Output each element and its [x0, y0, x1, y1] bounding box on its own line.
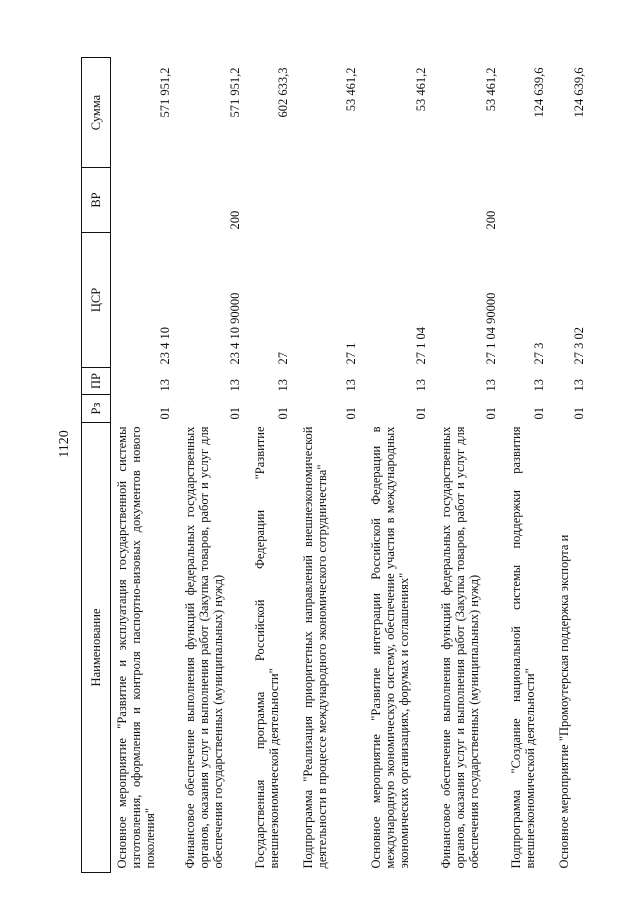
row-pr: 13: [344, 379, 359, 392]
header-pr: ПР: [82, 368, 111, 395]
row-vr: [111, 168, 179, 233]
row-name: Подпрограмма "Реализация приоритетных направлений внешнеэкономической деятельности в процессе международного экономического сотрудничества": [300, 426, 329, 869]
row-csr: 23 4 10: [158, 327, 173, 365]
table-row: [553, 58, 593, 873]
row-name: Финансовое обеспечение выполнения функций федеральных государственных органов, оказания услуг и выполнения работ (Закупка товаров, работ и услуг для обеспечения государственных (муниципальных) нужд): [438, 426, 481, 869]
row-rz: 01: [158, 407, 173, 420]
header-row: [82, 58, 111, 873]
row-name: Государственная программа Российской Федерации "Развитие внешнеэкономической деятельности": [252, 426, 281, 869]
row-vr: [249, 168, 297, 233]
row-pr: 13: [414, 379, 429, 392]
row-name: Основное мероприятие "Развитие интеграции Российской Федерации в международную экономическую систему, обеспечение участия в международных экономических организациях, форумах и соглашениях": [368, 426, 411, 869]
row-pr: 13: [276, 379, 291, 392]
row-pr: 13: [228, 379, 243, 392]
row-rz: 01: [532, 407, 547, 420]
page-number: 1120: [57, 430, 72, 458]
row-vr: [297, 168, 365, 233]
row-pr: 13: [158, 379, 173, 392]
row-name: Основное мероприятие "Развитие и эксплуатация государственной системы изготовления, оформления и контроля паспортно-визовых документов нового поколения": [115, 426, 158, 869]
row-csr: 27 3: [532, 342, 547, 365]
row-csr: 27: [276, 352, 291, 365]
row-rz: 01: [484, 407, 499, 420]
header-rz: Рз: [82, 395, 111, 423]
row-sum: 602 633,3: [276, 67, 291, 118]
row-sum: 53 461,2: [414, 67, 429, 112]
table-row: [505, 58, 553, 873]
row-sum: 571 951,2: [228, 67, 243, 118]
row-csr: 27 1 04: [414, 327, 429, 365]
row-vr: 200: [228, 210, 243, 230]
table-row: [179, 58, 249, 873]
row-vr: 200: [484, 210, 499, 230]
row-name: Основное мероприятие "Промоутерская поддержка экспорта и: [556, 534, 571, 869]
row-rz: 01: [572, 407, 587, 420]
row-rz: 01: [228, 407, 243, 420]
row-pr: 13: [532, 379, 547, 392]
row-vr: [505, 168, 553, 233]
table-row: [249, 58, 297, 873]
row-vr: [365, 168, 435, 233]
rotated-table-wrapper: [81, 58, 609, 873]
row-sum: 53 461,2: [484, 67, 499, 112]
header-sum: Сумма: [82, 58, 111, 168]
table-row: [111, 58, 179, 873]
row-sum: 53 461,2: [344, 67, 359, 112]
row-csr: 23 4 10 90000: [228, 292, 243, 365]
row-pr: 13: [572, 379, 587, 392]
table-row: [297, 58, 365, 873]
row-sum: 124 639,6: [572, 67, 587, 118]
row-rz: 01: [276, 407, 291, 420]
row-rz: 01: [414, 407, 429, 420]
row-csr: 27 3 02: [572, 327, 587, 365]
row-name: Подпрограмма "Создание национальной системы поддержки развития внешнеэкономической деятельности": [508, 426, 537, 869]
table-row: [365, 58, 435, 873]
row-csr: 27 1 04 90000: [484, 292, 499, 365]
row-name: Финансовое обеспечение выполнения функций федеральных государственных органов, оказания услуг и выполнения работ (Закупка товаров, работ и услуг для обеспечения государственных (муниципальных) нужд): [182, 426, 225, 869]
budget-table: [81, 57, 593, 873]
header-name: Наименование: [82, 423, 111, 873]
table-row: [435, 58, 505, 873]
row-sum: 571 951,2: [158, 67, 173, 118]
row-rz: 01: [344, 407, 359, 420]
header-vr: ВР: [82, 168, 111, 233]
row-pr: 13: [484, 379, 499, 392]
row-csr: 27 1: [344, 342, 359, 365]
row-sum: 124 639,6: [532, 67, 547, 118]
row-vr: [553, 168, 593, 233]
header-csr: ЦСР: [82, 233, 111, 368]
